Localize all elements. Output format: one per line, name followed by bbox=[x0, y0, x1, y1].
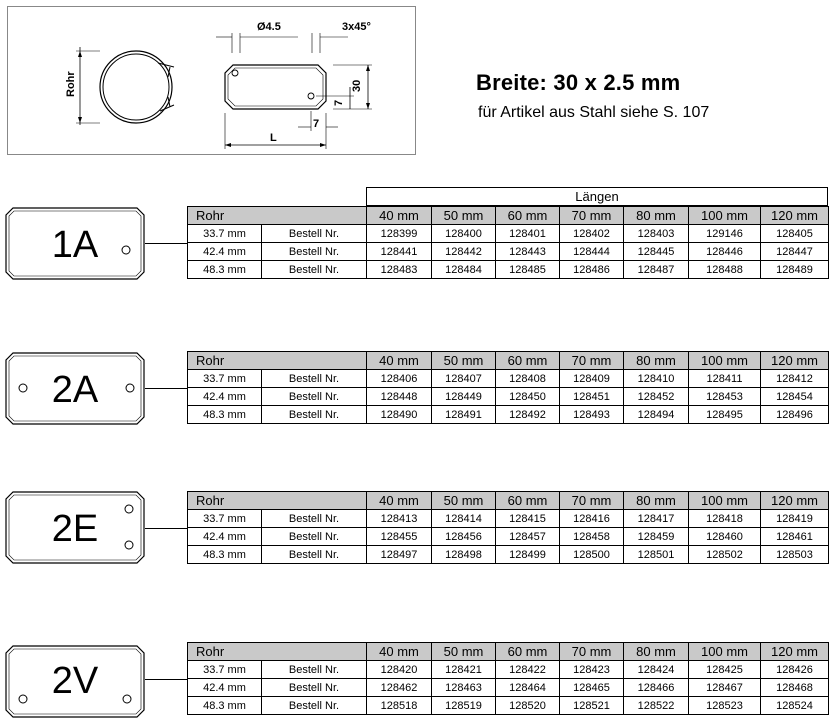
col-70: 70 mm bbox=[560, 207, 624, 225]
order-label: Bestell Nr. bbox=[262, 697, 367, 715]
order-number: 128519 bbox=[432, 697, 496, 715]
order-number: 128501 bbox=[624, 546, 689, 564]
tag-connector bbox=[145, 388, 187, 389]
order-number: 128461 bbox=[761, 528, 829, 546]
order-number: 128496 bbox=[761, 406, 829, 424]
pipe-dim-label: Rohr bbox=[65, 71, 77, 97]
diameter-label: Ø4.5 bbox=[257, 21, 281, 33]
order-number: 128413 bbox=[367, 510, 432, 528]
order-number: 128415 bbox=[496, 510, 560, 528]
order-number: 128459 bbox=[624, 528, 689, 546]
tag-code: 1A bbox=[51, 224, 99, 266]
order-number: 128523 bbox=[689, 697, 761, 715]
pipe-size: 33.7 mm bbox=[188, 661, 262, 679]
tag-connector bbox=[145, 679, 187, 680]
table-row bbox=[188, 661, 829, 679]
order-label: Bestell Nr. bbox=[262, 679, 367, 697]
order-number: 128422 bbox=[496, 661, 560, 679]
order-number: 128522 bbox=[624, 697, 689, 715]
order-number: 128520 bbox=[496, 697, 560, 715]
order-number: 128457 bbox=[496, 528, 560, 546]
order-number: 128484 bbox=[432, 261, 496, 279]
table-row bbox=[188, 261, 829, 279]
col-60: 60 mm bbox=[496, 207, 560, 225]
order-number: 128450 bbox=[496, 388, 560, 406]
order-number: 128489 bbox=[761, 261, 829, 279]
order-number: 128488 bbox=[689, 261, 761, 279]
pipe-size: 48.3 mm bbox=[188, 546, 262, 564]
order-label: Bestell Nr. bbox=[262, 406, 367, 424]
col-70: 70 mm bbox=[560, 643, 624, 661]
pipe-size: 42.4 mm bbox=[188, 243, 262, 261]
col-120: 120 mm bbox=[761, 352, 829, 370]
table-row bbox=[188, 406, 829, 424]
table-row bbox=[188, 679, 829, 697]
col-120: 120 mm bbox=[761, 207, 829, 225]
order-number: 128464 bbox=[496, 679, 560, 697]
order-number: 128495 bbox=[689, 406, 761, 424]
order-number: 128417 bbox=[624, 510, 689, 528]
pipe-size: 33.7 mm bbox=[188, 370, 262, 388]
col-80: 80 mm bbox=[624, 643, 689, 661]
order-number: 128442 bbox=[432, 243, 496, 261]
height-label: 30 bbox=[351, 79, 363, 92]
col-80: 80 mm bbox=[624, 352, 689, 370]
order-label: Bestell Nr. bbox=[262, 243, 367, 261]
order-number: 128410 bbox=[624, 370, 689, 388]
tag-2e bbox=[5, 491, 145, 564]
order-number: 128490 bbox=[367, 406, 432, 424]
order-number: 128500 bbox=[560, 546, 624, 564]
order-table-2a bbox=[187, 351, 829, 424]
col-50: 50 mm bbox=[432, 643, 496, 661]
length-label: L bbox=[270, 132, 277, 144]
order-number: 128445 bbox=[624, 243, 689, 261]
tag-code: 2E bbox=[51, 508, 99, 550]
order-number: 128418 bbox=[689, 510, 761, 528]
order-number: 128399 bbox=[367, 225, 432, 243]
order-number: 128485 bbox=[496, 261, 560, 279]
order-number: 128441 bbox=[367, 243, 432, 261]
order-number: 128493 bbox=[560, 406, 624, 424]
col-60: 60 mm bbox=[496, 492, 560, 510]
col-50: 50 mm bbox=[432, 207, 496, 225]
lengths-header: Längen bbox=[366, 187, 828, 206]
col-70: 70 mm bbox=[560, 352, 624, 370]
order-label: Bestell Nr. bbox=[262, 370, 367, 388]
hole-offset-label-v: 7 bbox=[333, 99, 345, 106]
table-row bbox=[188, 528, 829, 546]
order-number: 128465 bbox=[560, 679, 624, 697]
order-number: 128444 bbox=[560, 243, 624, 261]
order-number: 128409 bbox=[560, 370, 624, 388]
tag-connector bbox=[145, 528, 187, 529]
chamfer-label: 3x45° bbox=[342, 21, 371, 33]
order-number: 128502 bbox=[689, 546, 761, 564]
order-number: 128455 bbox=[367, 528, 432, 546]
order-number: 128400 bbox=[432, 225, 496, 243]
tag-2a bbox=[5, 352, 145, 425]
order-number: 128491 bbox=[432, 406, 496, 424]
order-number: 129146 bbox=[689, 225, 761, 243]
pipe-size: 48.3 mm bbox=[188, 261, 262, 279]
order-number: 128449 bbox=[432, 388, 496, 406]
order-number: 128463 bbox=[432, 679, 496, 697]
order-number: 128401 bbox=[496, 225, 560, 243]
order-number: 128403 bbox=[624, 225, 689, 243]
order-number: 128458 bbox=[560, 528, 624, 546]
order-number: 128447 bbox=[761, 243, 829, 261]
pipe-inner-circle bbox=[103, 54, 169, 120]
drawing-svg bbox=[8, 7, 417, 156]
col-40: 40 mm bbox=[367, 352, 432, 370]
order-number: 128426 bbox=[761, 661, 829, 679]
pipe-size: 48.3 mm bbox=[188, 697, 262, 715]
order-number: 128518 bbox=[367, 697, 432, 715]
table-row bbox=[188, 225, 829, 243]
order-number: 128425 bbox=[689, 661, 761, 679]
order-number: 128419 bbox=[761, 510, 829, 528]
order-label: Bestell Nr. bbox=[262, 388, 367, 406]
col-rohr: Rohr bbox=[188, 207, 367, 225]
page-title: Breite: 30 x 2.5 mm bbox=[476, 70, 681, 95]
order-number: 128451 bbox=[560, 388, 624, 406]
pipe-size: 42.4 mm bbox=[188, 388, 262, 406]
tag-code: 2A bbox=[51, 369, 99, 411]
tag-2v bbox=[5, 645, 145, 718]
col-70: 70 mm bbox=[560, 492, 624, 510]
order-label: Bestell Nr. bbox=[262, 225, 367, 243]
order-number: 128467 bbox=[689, 679, 761, 697]
order-number: 128411 bbox=[689, 370, 761, 388]
order-table-2e bbox=[187, 491, 829, 564]
hole-offset-label-h: 7 bbox=[313, 118, 320, 130]
order-number: 128414 bbox=[432, 510, 496, 528]
col-80: 80 mm bbox=[624, 207, 689, 225]
col-100: 100 mm bbox=[689, 492, 761, 510]
order-number: 128407 bbox=[432, 370, 496, 388]
order-number: 128446 bbox=[689, 243, 761, 261]
col-120: 120 mm bbox=[761, 643, 829, 661]
order-table-2v bbox=[187, 642, 829, 715]
col-100: 100 mm bbox=[689, 352, 761, 370]
col-100: 100 mm bbox=[689, 643, 761, 661]
order-number: 128492 bbox=[496, 406, 560, 424]
pipe-size: 33.7 mm bbox=[188, 225, 262, 243]
order-table-1a bbox=[187, 206, 829, 279]
order-number: 128443 bbox=[496, 243, 560, 261]
order-number: 128412 bbox=[761, 370, 829, 388]
table-row bbox=[188, 697, 829, 715]
order-number: 128416 bbox=[560, 510, 624, 528]
col-40: 40 mm bbox=[367, 492, 432, 510]
table-row bbox=[188, 546, 829, 564]
pipe-size: 42.4 mm bbox=[188, 679, 262, 697]
col-40: 40 mm bbox=[367, 207, 432, 225]
order-number: 128521 bbox=[560, 697, 624, 715]
tag-connector bbox=[145, 243, 187, 244]
order-label: Bestell Nr. bbox=[262, 528, 367, 546]
col-60: 60 mm bbox=[496, 643, 560, 661]
table-row bbox=[188, 370, 829, 388]
order-number: 128487 bbox=[624, 261, 689, 279]
order-number: 128462 bbox=[367, 679, 432, 697]
order-number: 128453 bbox=[689, 388, 761, 406]
col-60: 60 mm bbox=[496, 352, 560, 370]
col-120: 120 mm bbox=[761, 492, 829, 510]
order-label: Bestell Nr. bbox=[262, 510, 367, 528]
order-number: 128460 bbox=[689, 528, 761, 546]
order-number: 128483 bbox=[367, 261, 432, 279]
col-80: 80 mm bbox=[624, 492, 689, 510]
hole-bottom-right bbox=[308, 93, 314, 99]
order-number: 128421 bbox=[432, 661, 496, 679]
order-number: 128452 bbox=[624, 388, 689, 406]
order-number: 128423 bbox=[560, 661, 624, 679]
order-number: 128466 bbox=[624, 679, 689, 697]
plate-outline bbox=[225, 65, 326, 109]
order-number: 128503 bbox=[761, 546, 829, 564]
col-rohr: Rohr bbox=[188, 492, 367, 510]
order-number: 128498 bbox=[432, 546, 496, 564]
order-number: 128486 bbox=[560, 261, 624, 279]
tag-1a bbox=[5, 207, 145, 280]
order-number: 128448 bbox=[367, 388, 432, 406]
table-row bbox=[188, 510, 829, 528]
pipe-size: 33.7 mm bbox=[188, 510, 262, 528]
order-number: 128408 bbox=[496, 370, 560, 388]
col-rohr: Rohr bbox=[188, 643, 367, 661]
steel-reference-note: für Artikel aus Stahl siehe S. 107 bbox=[478, 104, 710, 121]
order-number: 128454 bbox=[761, 388, 829, 406]
order-number: 128494 bbox=[624, 406, 689, 424]
order-label: Bestell Nr. bbox=[262, 546, 367, 564]
col-40: 40 mm bbox=[367, 643, 432, 661]
technical-drawing bbox=[7, 6, 416, 155]
order-number: 128456 bbox=[432, 528, 496, 546]
order-number: 128405 bbox=[761, 225, 829, 243]
pipe-size: 48.3 mm bbox=[188, 406, 262, 424]
order-number: 128420 bbox=[367, 661, 432, 679]
order-number: 128468 bbox=[761, 679, 829, 697]
pipe-size: 42.4 mm bbox=[188, 528, 262, 546]
col-50: 50 mm bbox=[432, 492, 496, 510]
col-100: 100 mm bbox=[689, 207, 761, 225]
hole-top-left bbox=[232, 70, 238, 76]
order-number: 128499 bbox=[496, 546, 560, 564]
table-row bbox=[188, 388, 829, 406]
order-label: Bestell Nr. bbox=[262, 661, 367, 679]
order-label: Bestell Nr. bbox=[262, 261, 367, 279]
order-number: 128524 bbox=[761, 697, 829, 715]
order-number: 128424 bbox=[624, 661, 689, 679]
pipe-outer-circle bbox=[100, 51, 172, 123]
table-row bbox=[188, 243, 829, 261]
tag-code: 2V bbox=[51, 660, 99, 702]
order-number: 128497 bbox=[367, 546, 432, 564]
order-number: 128402 bbox=[560, 225, 624, 243]
order-number: 128406 bbox=[367, 370, 432, 388]
col-rohr: Rohr bbox=[188, 352, 367, 370]
col-50: 50 mm bbox=[432, 352, 496, 370]
